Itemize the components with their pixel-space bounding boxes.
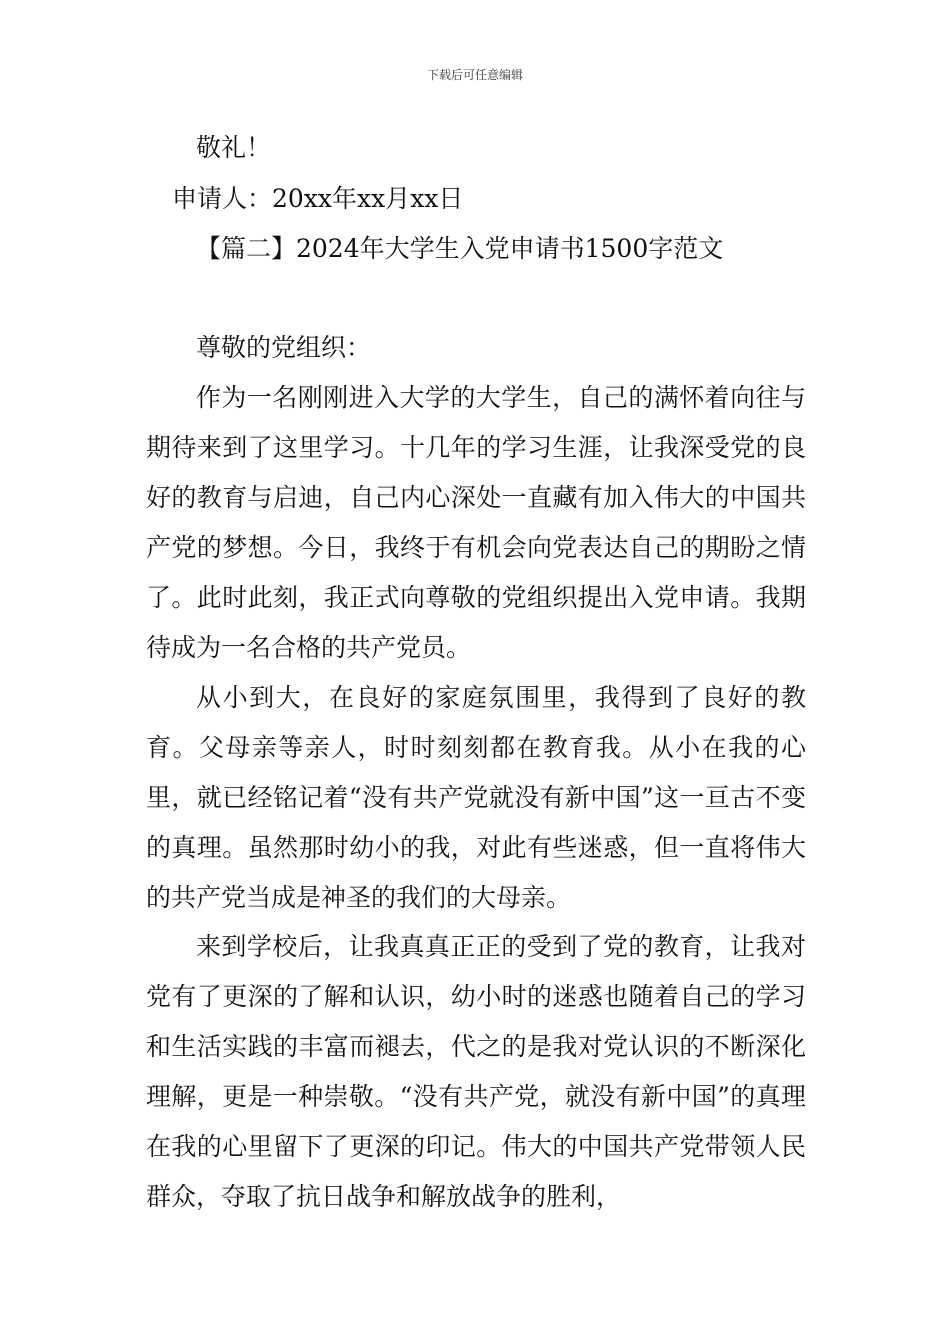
page-header: 下载后可任意编辑 (426, 68, 523, 82)
body-paragraph-1: 作为一名刚刚进入大学的大学生，自己的满怀着向往与期待来到了这里学习。十几年的学习生涯，让我深受党的良好的教育与启迪，自己内心深处一直藏有加入伟大的中国共产党的梦想。今日，我终于有机会向党表达自己的期盼之情了。此时此刻，我正式向尊敬的党组织提出入党申请。我期待成为一名合格的共产党员。 (146, 383, 806, 662)
body-paragraph-2: 从小到大，在良好的家庭氛围里，我得到了良好的教育。父母亲等亲人，时时刻刻都在教育我。从小在我的心里，就已经铭记着“没有共产党就没有新中国”这一亘古不变的真理。虽然那时幼小的我，对此有些迷惑，但一直将伟大的共产党当成是神圣的我们的大母亲。 (146, 683, 806, 912)
signature-line: 申请人：20xx年xx月xx日 (172, 184, 464, 213)
closing-text: 敬礼！ (196, 133, 272, 162)
salutation: 尊敬的党组织： (196, 333, 372, 362)
section-title: 【篇二】2024年大学生入党申请书1500字范文 (196, 234, 724, 263)
body-paragraph-3: 来到学校后，让我真真正正的受到了党的教育，让我对党有了更深的了解和认识，幼小时的迷惑也随着自己的学习和生活实践的丰富而褪去，代之的是我对党认识的不断深化理解，更是一种崇敬。“没有共产党，就没有新中国”的真理在我的心里留下了更深的印记。伟大的中国共产党带领人民群众，夺取了抗日战争和解放战争的胜利， (146, 932, 806, 1211)
